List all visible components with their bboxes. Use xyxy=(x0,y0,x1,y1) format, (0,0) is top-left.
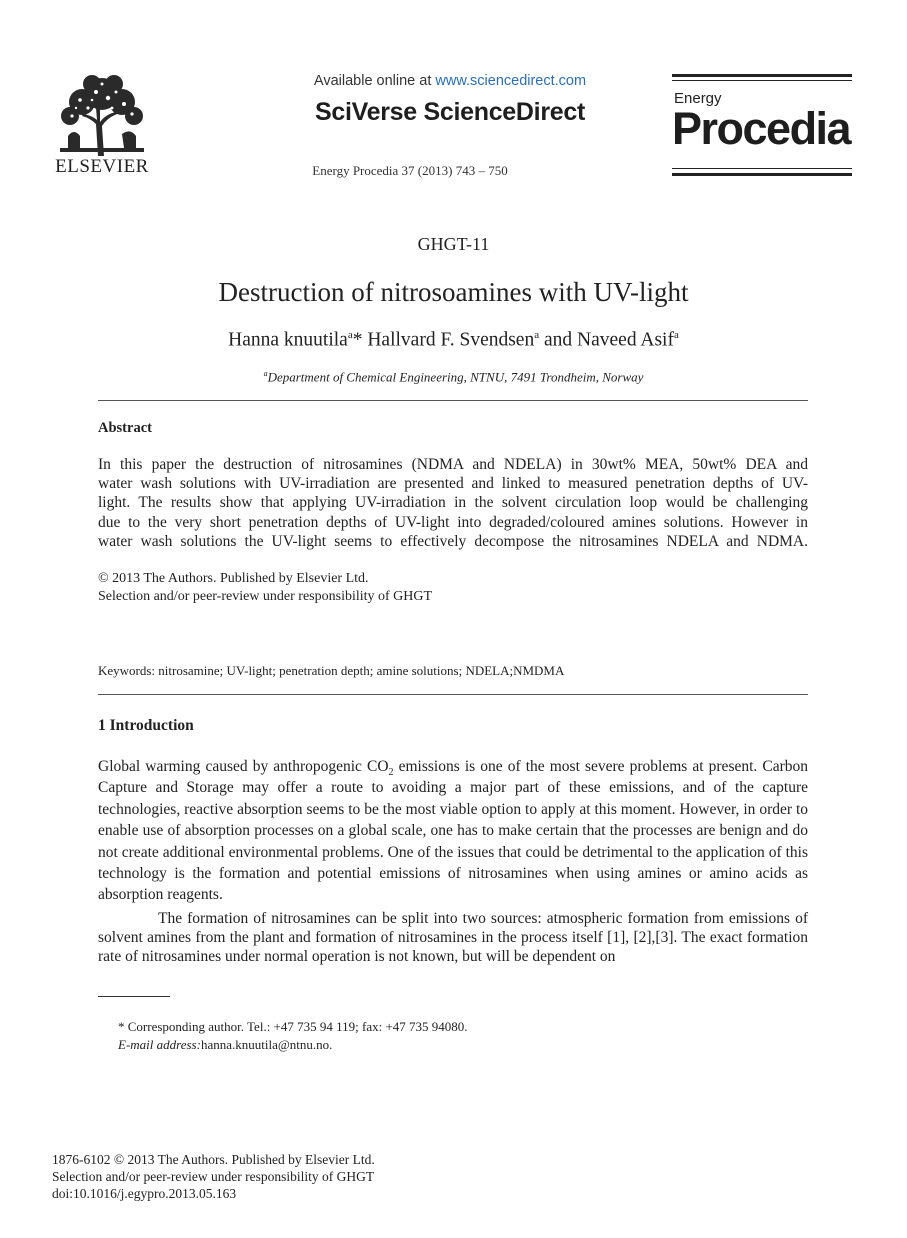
platform-name: SciVerse ScienceDirect xyxy=(315,98,585,126)
issn-copyright: 1876-6102 © 2013 The Authors. Published by Elsevier Ltd. xyxy=(52,1152,375,1167)
affiliation-text: Department of Chemical Engineering, NTNU, 7491 Trondheim, Norway xyxy=(267,369,644,385)
conference-name: GHGT-11 xyxy=(417,234,490,254)
email-line xyxy=(118,1036,468,1054)
corresponding-mark: * xyxy=(352,329,363,351)
footer-peer-review: Selection and/or peer-review under responsibility of GHGT xyxy=(52,1169,375,1184)
author-3: Naveed Asif xyxy=(577,329,674,351)
logo-rule-bottom-thin xyxy=(672,168,852,169)
corresponding-author-note: * Corresponding author. Tel.: +47 735 94 119; fax: +47 735 94080. xyxy=(118,1019,468,1034)
author-3-affil: a xyxy=(673,329,679,341)
journal-reference: Energy Procedia 37 (2013) 743 – 750 xyxy=(312,163,508,178)
email-address: hanna.knuutila@ntnu.no. xyxy=(200,1036,333,1052)
abstract-line: light. The results show that applying UV-irradiation in the solvent circulation loop would be challenging xyxy=(98,494,808,512)
available-online-line xyxy=(200,73,700,89)
abstract-body xyxy=(98,455,808,551)
footnote xyxy=(118,1018,468,1053)
publisher-wordmark: ELSEVIER xyxy=(55,156,149,177)
abstract-line: In this paper the destruction of nitrosamines (NDMA and NDELA) in 30wt% MEA, 50wt% DEA and xyxy=(98,456,808,473)
divider-top xyxy=(98,400,808,401)
journal-logo xyxy=(672,74,852,178)
author-1-affil: a xyxy=(347,329,353,341)
copyright-line: © 2013 The Authors. Published by Elsevier Ltd. xyxy=(98,571,369,586)
section-heading-introduction: 1 Introduction xyxy=(98,717,194,734)
abstract-line: water wash solutions with UV-irradiation are presented and linked to measured penetration depths of UV- xyxy=(98,475,808,493)
intro-paragraph-1 xyxy=(98,756,808,906)
author-separator: and xyxy=(539,329,578,351)
doi: doi:10.1016/j.egypro.2013.05.163 xyxy=(52,1186,237,1201)
intro-p1-rest: emissions is one of the most severe problems at present. Carbon Capture and Storage may offer a route to avoiding a major part of these emissions, and of the capture technologies, reactive absorption seems to be the most viable option to apply at this moment. However, in order to enable use of absorption processes on a global scale, one has to make certain that the processes are benign and do not create additional environmental problems. One of the issues that could be detrimental to the application of this technology is the formation and potential emissions of nitrosamines when using amines or amino acids as absorption reagents. xyxy=(98,758,808,904)
journal-word-energy: Energy xyxy=(674,90,722,107)
author-1: Hanna knuutila xyxy=(228,329,348,351)
paper-title: Destruction of nitrosoamines with UV-light xyxy=(218,277,689,307)
author-2-affil: a xyxy=(534,329,540,341)
affiliation-mark: a xyxy=(263,369,268,378)
journal-word-procedia: Procedia xyxy=(672,103,851,154)
co2-subscript: 2 xyxy=(388,767,394,779)
copyright-block xyxy=(98,570,432,606)
abstract-line: water wash solutions the UV-light seems to effectively decompose the nitrosamines NDELA and NDMA. xyxy=(98,532,808,550)
available-prefix: Available online at xyxy=(313,73,436,89)
abstract-line: due to the very short penetration depths of UV-light into degraded/coloured amines solutions. However in xyxy=(98,513,808,531)
intro-p1-start: Global warming caused by anthropogenic CO xyxy=(98,758,389,775)
abstract-heading: Abstract xyxy=(98,420,152,436)
publication-footer xyxy=(52,1151,375,1202)
peer-review-line: Selection and/or peer-review under responsibility of GHGT xyxy=(98,589,433,604)
divider-keywords xyxy=(98,694,808,695)
sciencedirect-link[interactable]: www.sciencedirect.com xyxy=(435,73,587,89)
author-2: Hallvard F. Svendsen xyxy=(367,329,535,351)
intro-paragraph-2: The formation of nitrosamines can be split into two sources: atmospheric formation from emissions of solvent amines from the plant and formation of nitrosamines in the process itself [1], [2],[3]. The exact formation rate of nitrosamines under normal operation is not known, but will be dependent on xyxy=(98,910,808,966)
footnote-rule xyxy=(98,996,170,997)
logo-rule-bottom xyxy=(672,173,852,176)
email-label: E-mail address: xyxy=(118,1036,201,1052)
author-list xyxy=(0,329,907,352)
affiliation xyxy=(0,369,907,385)
logo-rule-top-thin xyxy=(672,80,852,81)
keywords: Keywords: nitrosamine; UV-light; penetration depth; amine solutions; NDELA;NMDMA xyxy=(98,663,565,678)
logo-rule-top xyxy=(672,74,852,77)
